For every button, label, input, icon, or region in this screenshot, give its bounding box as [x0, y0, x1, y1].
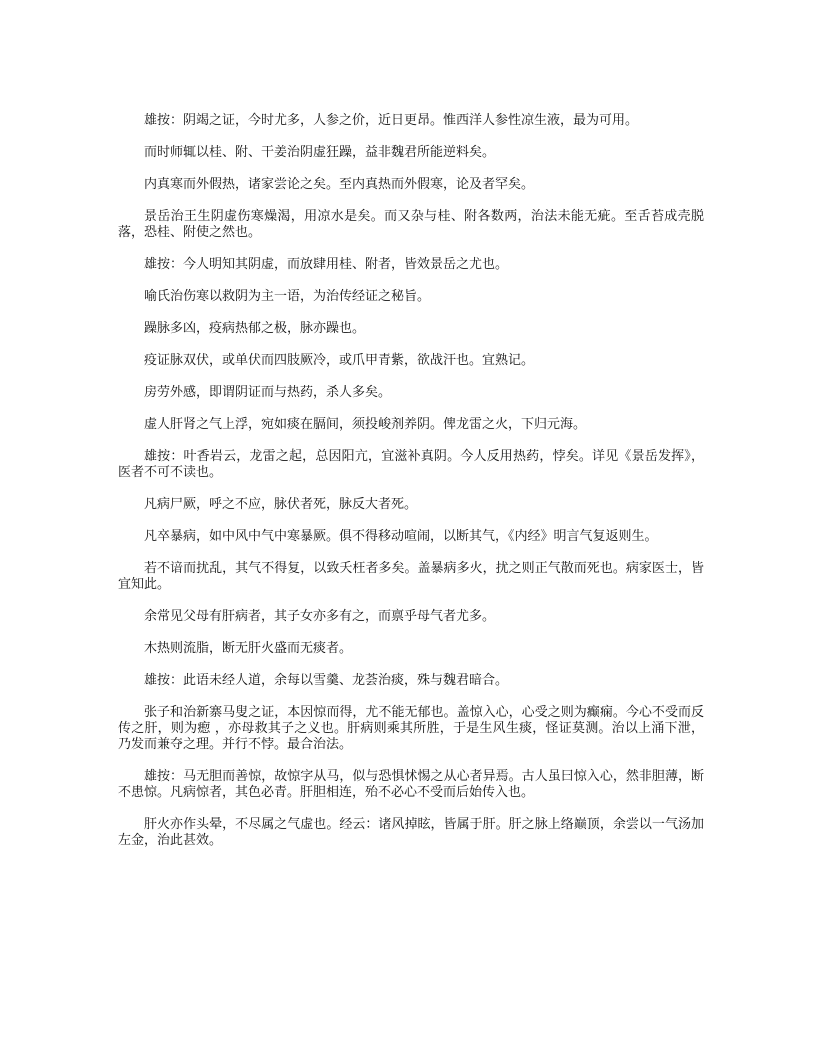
paragraph: 雄按：马无胆而善惊，故惊字从马，似与恐惧怵惕之从心者异焉。古人虽曰惊入心，然非胆薄，断不患惊。凡病惊者，其色必青。肝胆相连，殆不必心不受而后始传入也。	[118, 769, 704, 800]
paragraph: 凡病尸厥，呼之不应，脉伏者死，脉反大者死。	[144, 497, 418, 512]
paragraph: 景岳治王生阴虚伤寒燥渴，用凉水是矣。而又杂与桂、附各数两，治法未能无疵。至舌苔成壳脱落，恐桂、附使之然也。	[118, 209, 704, 240]
paragraph: 雄按：此语未经人道，余每以雪羹、龙荟治痰，殊与魏君暗合。	[144, 673, 509, 688]
paragraph: 房劳外感，即谓阴证而与热药，杀人多矣。	[144, 385, 392, 400]
paragraph: 张子和治新寨马叟之证，本因惊而得，尤不能无郁也。盖惊入心，心受之则为癫痫。今心不受而反传之肝，则为瘛 ，亦母救其子之义也。肝病则乘其所胜，于是生风生痰，怪证莫测。治以上涌下泄，乃发而兼夺之理。并行不悖。最合治法。	[118, 705, 704, 752]
paragraph: 肝火亦作头晕，不尽属之气虚也。经云：诸风掉眩，皆属于肝。肝之脉上络巅顶，余尝以一气汤加左金，治此甚效。	[118, 817, 704, 848]
paragraph: 若不谙而扰乱，其气不得复，以致夭枉者多矣。盖暴病多火，扰之则正气散而死也。病家医士，皆宜知此。	[118, 561, 704, 592]
paragraph: 躁脉多凶，疫病热郁之极，脉亦躁也。	[144, 321, 366, 336]
paragraph: 内真寒而外假热，诸家尝论之矣。至内真热而外假寒，论及者罕矣。	[144, 177, 535, 192]
paragraph: 木热则流脂，断无肝火盛而无痰者。	[144, 641, 353, 656]
paragraph: 虚人肝肾之气上浮，宛如痰在膈间，须投峻剂养阴。俾龙雷之火，下归元海。	[144, 417, 587, 432]
paragraph: 而时师辄以桂、附、干姜治阴虚狂躁，益非魏君所能逆料矣。	[144, 145, 496, 160]
paragraph: 凡卒暴病，如中风中气中寒暴厥。俱不得移动喧闹，以断其气，《内经》明言气复返则生。	[144, 529, 658, 544]
paragraph: 余常见父母有肝病者，其子女亦多有之，而禀乎母气者尤多。	[144, 609, 496, 624]
paragraph: 雄按：叶香岩云，龙雷之起，总因阳亢，宜滋补真阴。今人反用热药，悖矣。详见《景岳发挥》，医者不可不读也。	[118, 449, 704, 480]
paragraph: 雄按：阴竭之证，今时尤多，人参之价，近日更昂。惟西洋人参性凉生液，最为可用。	[144, 113, 639, 128]
paragraph: 雄按：今人明知其阴虚，而放肆用桂、附者，皆效景岳之尤也。	[144, 257, 509, 272]
document-body	[118, 113, 704, 865]
paragraph: 喻氏治伤寒以救阴为主一语，为治传经证之秘旨。	[144, 289, 431, 304]
paragraph: 疫证脉双伏，或单伏而四肢厥冷，或爪甲青紫，欲战汗也。宜熟记。	[144, 353, 535, 368]
